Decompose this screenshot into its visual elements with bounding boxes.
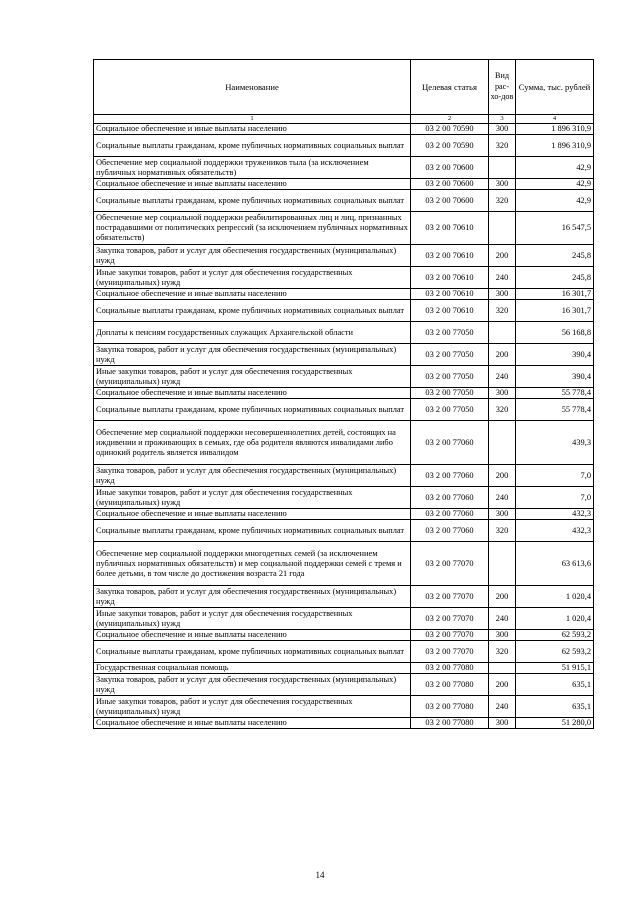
table-row [94,366,594,388]
cell-type: 320 [489,135,516,157]
cell-type: 320 [489,520,516,542]
cell-type: 200 [489,465,516,487]
column-number: 2 [411,115,489,124]
cell-sum: 42,9 [516,157,594,179]
header-type: Вид рас-хо-дов [489,60,516,115]
cell-sum: 51 915,1 [516,663,594,674]
cell-name: Социальные выплаты гражданам, кроме публичных нормативных социальных выплат [94,190,411,212]
table-row [94,179,594,190]
cell-type: 320 [489,190,516,212]
cell-sum: 390,4 [516,366,594,388]
cell-code: 03 2 00 77050 [411,322,489,344]
cell-code: 03 2 00 70600 [411,190,489,212]
cell-name: Обеспечение мер социальной поддержки реабилитированных лиц и лиц, признанных пострадавшими от политических репрессий (за исключением публичных нормативных обязательств) [94,212,411,245]
cell-sum: 432,3 [516,509,594,520]
cell-type [489,421,516,465]
page-number: 14 [315,870,325,880]
table-row [94,608,594,630]
cell-sum: 432,3 [516,520,594,542]
cell-code: 03 2 00 77060 [411,509,489,520]
cell-sum: 1 020,4 [516,586,594,608]
cell-name: Доплаты к пенсиям государственных служащих Архангельской области [94,322,411,344]
cell-name: Социальное обеспечение и иные выплаты населению [94,289,411,300]
cell-sum: 63 613,6 [516,542,594,586]
cell-type: 300 [489,289,516,300]
cell-name: Иные закупки товаров, работ и услуг для обеспечения государственных (муниципальных) нужд [94,608,411,630]
cell-name: Социальное обеспечение и иные выплаты населению [94,630,411,641]
cell-code: 03 2 00 70600 [411,157,489,179]
cell-type: 300 [489,630,516,641]
header-row [94,60,594,115]
cell-code: 03 2 00 70590 [411,124,489,135]
document-page [93,59,593,729]
table-row [94,696,594,718]
cell-sum: 62 593,2 [516,641,594,663]
table-row [94,641,594,663]
cell-name: Иные закупки товаров, работ и услуг для обеспечения государственных (муниципальных) нужд [94,366,411,388]
cell-code: 03 2 00 77050 [411,399,489,421]
cell-code: 03 2 00 77060 [411,487,489,509]
cell-sum: 42,9 [516,179,594,190]
cell-sum: 55 778,4 [516,388,594,399]
cell-name: Социальные выплаты гражданам, кроме публичных нормативных социальных выплат [94,641,411,663]
cell-code: 03 2 00 77070 [411,542,489,586]
table-row [94,157,594,179]
cell-type [489,212,516,245]
cell-code: 03 2 00 70610 [411,289,489,300]
cell-sum: 439,3 [516,421,594,465]
table-row [94,421,594,465]
cell-name: Социальные выплаты гражданам, кроме публичных нормативных социальных выплат [94,300,411,322]
table-row [94,388,594,399]
table-row [94,586,594,608]
cell-name: Закупка товаров, работ и услуг для обеспечения государственных (муниципальных) нужд [94,245,411,267]
cell-name: Социальные выплаты гражданам, кроме публичных нормативных социальных выплат [94,399,411,421]
cell-code: 03 2 00 70600 [411,179,489,190]
column-number: 3 [489,115,516,124]
cell-sum: 7,0 [516,465,594,487]
table-row [94,289,594,300]
table-row [94,630,594,641]
cell-sum: 245,8 [516,245,594,267]
header-name: Наименование [94,60,411,115]
cell-sum: 16 547,5 [516,212,594,245]
cell-name: Закупка товаров, работ и услуг для обеспечения государственных (муниципальных) нужд [94,465,411,487]
cell-sum: 390,4 [516,344,594,366]
cell-type: 200 [489,674,516,696]
cell-type: 320 [489,641,516,663]
cell-code: 03 2 00 77080 [411,663,489,674]
cell-code: 03 2 00 77070 [411,630,489,641]
table-row [94,674,594,696]
cell-sum: 1 896 310,9 [516,135,594,157]
cell-name: Обеспечение мер социальной поддержки несовершеннолетних детей, состоящих на иждивении и проживающих в семьях, где оба родителя являются инвалидами либо одинокий родитель является инвалидом [94,421,411,465]
cell-type [489,157,516,179]
cell-sum: 16 301,7 [516,289,594,300]
cell-type: 240 [489,487,516,509]
table-row [94,509,594,520]
cell-code: 03 2 00 70590 [411,135,489,157]
table-row [94,300,594,322]
budget-table [93,59,594,729]
table-row [94,718,594,729]
table-row [94,465,594,487]
cell-sum: 7,0 [516,487,594,509]
cell-code: 03 2 00 77050 [411,344,489,366]
cell-code: 03 2 00 70610 [411,300,489,322]
cell-name: Иные закупки товаров, работ и услуг для обеспечения государственных (муниципальных) нужд [94,696,411,718]
table-row [94,663,594,674]
cell-type [489,322,516,344]
cell-sum: 1 896 310,9 [516,124,594,135]
cell-name: Социальное обеспечение и иные выплаты населению [94,124,411,135]
cell-name: Закупка товаров, работ и услуг для обеспечения государственных (муниципальных) нужд [94,586,411,608]
cell-type: 240 [489,366,516,388]
cell-type: 320 [489,399,516,421]
cell-type: 200 [489,245,516,267]
cell-sum: 51 280,0 [516,718,594,729]
table-row [94,487,594,509]
cell-sum: 635,1 [516,674,594,696]
cell-name: Иные закупки товаров, работ и услуг для обеспечения государственных (муниципальных) нужд [94,487,411,509]
cell-code: 03 2 00 77070 [411,608,489,630]
header-sum: Сумма, тыс. рублей [516,60,594,115]
table-row [94,135,594,157]
cell-sum: 56 168,8 [516,322,594,344]
cell-code: 03 2 00 77070 [411,586,489,608]
table-row [94,520,594,542]
cell-sum: 62 593,2 [516,630,594,641]
cell-type: 240 [489,267,516,289]
cell-sum: 42,9 [516,190,594,212]
cell-code: 03 2 00 77060 [411,421,489,465]
cell-type: 300 [489,509,516,520]
cell-name: Социальное обеспечение и иные выплаты населению [94,388,411,399]
table-row [94,322,594,344]
cell-name: Социальное обеспечение и иные выплаты населению [94,509,411,520]
cell-type: 240 [489,608,516,630]
table-row [94,344,594,366]
cell-code: 03 2 00 77060 [411,465,489,487]
cell-name: Обеспечение мер социальной поддержки многодетных семей (за исключением публичных нормативных обязательств) и мер социальной поддержки семей с тремя и более детьми, в том числе до достижения возраста 21 года [94,542,411,586]
cell-code: 03 2 00 77070 [411,641,489,663]
table-row [94,542,594,586]
cell-type [489,663,516,674]
cell-name: Социальные выплаты гражданам, кроме публичных нормативных социальных выплат [94,135,411,157]
cell-sum: 16 301,7 [516,300,594,322]
cell-code: 03 2 00 77060 [411,520,489,542]
cell-type: 200 [489,344,516,366]
table-row [94,124,594,135]
header-code: Целевая статья [411,60,489,115]
cell-type: 240 [489,696,516,718]
column-number: 4 [516,115,594,124]
cell-type: 300 [489,124,516,135]
cell-sum: 1 020,4 [516,608,594,630]
cell-sum: 635,1 [516,696,594,718]
table-body [94,124,594,729]
cell-type: 300 [489,718,516,729]
cell-type: 320 [489,300,516,322]
cell-name: Закупка товаров, работ и услуг для обеспечения государственных (муниципальных) нужд [94,344,411,366]
cell-name: Социальные выплаты гражданам, кроме публичных нормативных социальных выплат [94,520,411,542]
cell-code: 03 2 00 77080 [411,674,489,696]
cell-code: 03 2 00 77050 [411,366,489,388]
cell-type: 300 [489,388,516,399]
cell-type: 300 [489,179,516,190]
table-row [94,212,594,245]
cell-name: Обеспечение мер социальной поддержки тружеников тыла (за исключением публичных нормативных обязательств) [94,157,411,179]
cell-code: 03 2 00 77080 [411,696,489,718]
cell-code: 03 2 00 77050 [411,388,489,399]
cell-sum: 55 778,4 [516,399,594,421]
cell-name: Государственная социальная помощь [94,663,411,674]
table-row [94,399,594,421]
cell-code: 03 2 00 70610 [411,212,489,245]
cell-code: 03 2 00 70610 [411,267,489,289]
cell-name: Закупка товаров, работ и услуг для обеспечения государственных (муниципальных) нужд [94,674,411,696]
table-row [94,245,594,267]
cell-name: Социальное обеспечение и иные выплаты населению [94,179,411,190]
cell-sum: 245,8 [516,267,594,289]
column-number: 1 [94,115,411,124]
cell-name: Социальное обеспечение и иные выплаты населению [94,718,411,729]
cell-code: 03 2 00 77080 [411,718,489,729]
cell-type: 200 [489,586,516,608]
cell-type [489,542,516,586]
table-row [94,267,594,289]
cell-name: Иные закупки товаров, работ и услуг для обеспечения государственных (муниципальных) нужд [94,267,411,289]
column-number-row [94,115,594,124]
table-row [94,190,594,212]
cell-code: 03 2 00 70610 [411,245,489,267]
